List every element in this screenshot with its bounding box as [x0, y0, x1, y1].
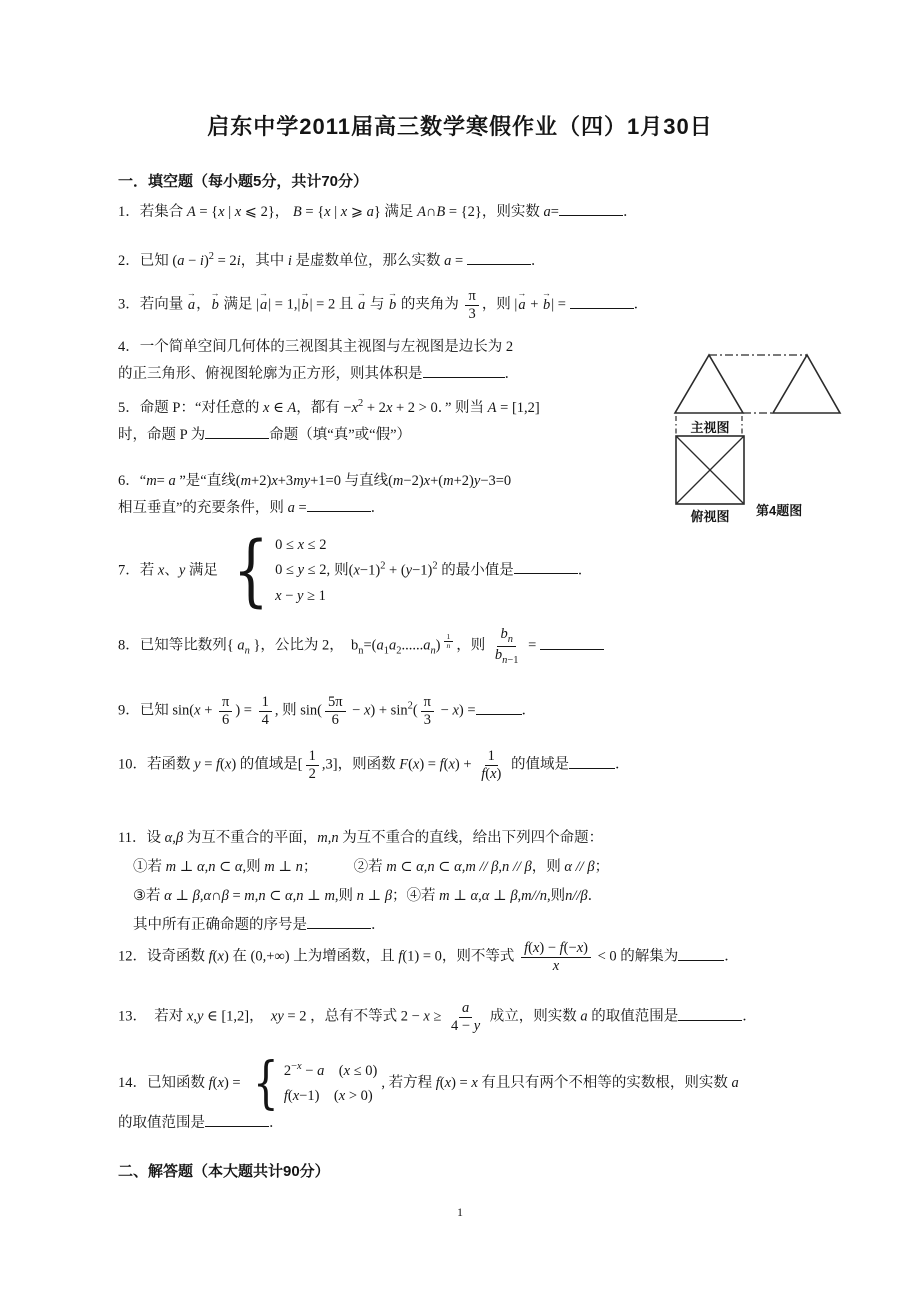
page-title: 启东中学2011届高三数学寒假作业（四）1月30日 — [207, 114, 713, 139]
section-1-header: 一．填空题（每小题5分，共计70分） — [118, 173, 369, 190]
question-6: 6．“m= a ”是“直线(m+2)x+3my+1=0 与直线(m−2)x+(m+2)y−3=0 相互垂直”的充要条件，则 a = ． — [118, 473, 512, 516]
question-9: 9．已知 sin(x + $\frac{\pi}{6}$ ) = $\frac{1}{4}$ , 则 sin( $\frac{5\pi}{6}$ − $x) + \sin^2$( $\frac{\pi}{3}$ − x) = ． — [118, 694, 537, 728]
question-4-figure — [650, 332, 920, 542]
question-8: 8．已知等比数列{ $a_n$ }，公比为 2， $b_n=(a_1a_2......a_n)$ $^{\frac{1}{n}}$ ，则 $\frac{b_n}{b_{n-1}}$ = — [118, 626, 864, 667]
question-4: 4．一个简单空间几何体的三视图其主视图与左视图是边长为 2 的正三角形、俯视图轮廓为正方形，则其体积是 ． — [118, 339, 519, 382]
question-11: 11．设 α,β 为互不重合的平面，m,n 为互不重合的直线，给出下列四个命题： ①若 m ⊥ α,n ⊂ α,则 m ⊥ n； ②若 m ⊂ α,n ⊂ α,m // β,n // β，则 α // β； ③若 α ⊥ β,α∩β = m,n ⊂ α,n ⊥ m,则 n ⊥ β；④若 m ⊥ α,α ⊥ β,m//n,则n//β． 其中所有正确命题的序号是 ． — [118, 830, 610, 933]
page-number: 1 — [457, 1205, 463, 1219]
top-view-label: 俯视图 — [690, 509, 730, 524]
section-2-header: 二、解答题（本大题共计90分） — [118, 1163, 330, 1180]
figure-caption: 第4题图 — [756, 503, 803, 518]
question-14: 14．已知函数 f(x) = { $2^{-x} - a$ (x ≤ 0) f(x−1) (x > 0) , 若方程 f(x) = x 有且只有两个不相等的实数根，则实数 a 的取值范围是 ． — [118, 1050, 739, 1131]
question-2: 2．已知 $(a - i)^2 = 2i$，其中 i 是虚数单位，那么实数 a = ． — [118, 251, 546, 269]
question-12: 12．设奇函数 f(x) 在 (0,+∞) 上为增函数，且 f(1) = 0，则不等式 $\frac{f(x) - f(-x)}{x}$ < 0 的解集为 ． — [118, 940, 739, 974]
question-5: 5．命题 P：“对任意的 x ∈ A，都有 $-x^2 + 2x + 2 > 0$．” 则当 A = [1,2] 时，命题 P 为 命题（填“真”或“假”） — [118, 398, 540, 443]
front-view-triangle — [675, 355, 743, 413]
question-7: 7．若 x、y 满足 { 0 ≤ x ≤ 2 0 ≤ y ≤ 2, x − y ≥ 1 则$(x-1)^2 + (y-1)^2$ 的最小值是 ． — [118, 525, 593, 616]
question-1: 1．若集合 A = {x | x ⩽ 2}， B = {x | x ⩾ a} 满足 A∩B = {2}，则实数 a= ． — [118, 199, 864, 226]
side-view-triangle — [773, 355, 840, 413]
question-3: 3．若向量 → a，→ b 满足 |→ a| = 1,|→ b| = 2 且 → a 与 → b 的夹角为 $\frac{\pi}{3}$ ，则 |→ a + → b| = ． — [118, 288, 864, 322]
question-13: 13． 若对 x,y ∈ [1,2]， xy = 2 ，总有不等式 2 − x ≥ $\frac{a}{4 - y}$ 成立，则实数 a 的取值范围是 ． — [118, 1000, 757, 1034]
question-10: 10．若函数 y = f(x) 的值域是[ $\frac{1}{2}$ ,3]，则函数 F(x) = f(x) + $\frac{1}{f(x)}$ 的值域是 ． — [118, 748, 630, 782]
front-view-label: 主视图 — [690, 420, 730, 435]
